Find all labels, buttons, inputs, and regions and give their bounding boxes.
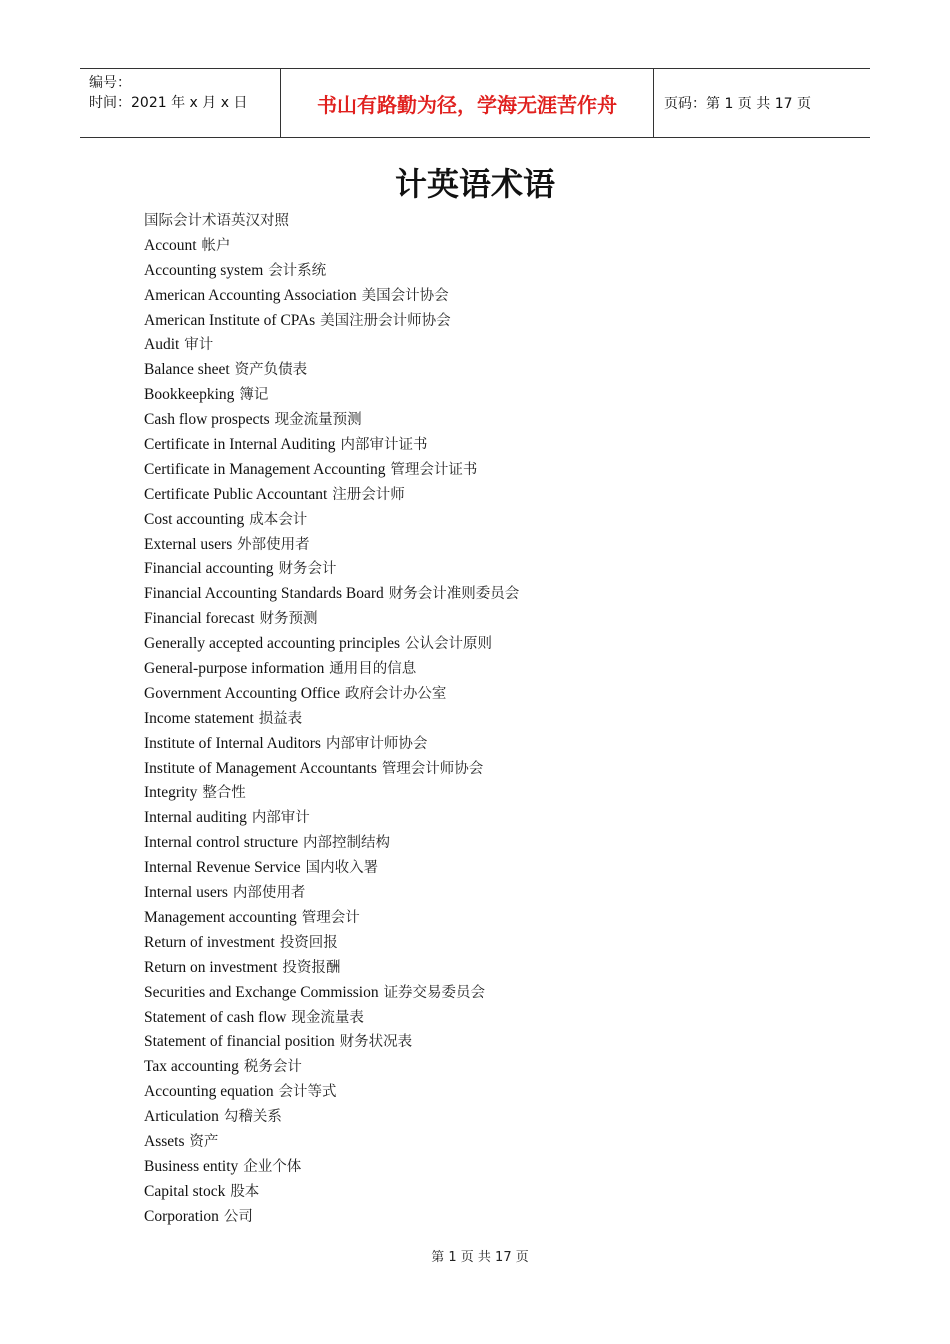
- term-english: Cash flow prospects: [144, 411, 270, 429]
- term-chinese: 内部使用者: [232, 885, 306, 902]
- document-number-label: 编号：: [89, 75, 131, 91]
- term-english: Internal auditing: [144, 809, 247, 827]
- term-chinese: 现金流量预测: [274, 412, 362, 429]
- page-header: [80, 68, 870, 138]
- glossary-item: [144, 581, 519, 606]
- glossary-item: [144, 756, 519, 781]
- glossary-item: [144, 955, 519, 980]
- glossary-item: [144, 432, 519, 457]
- term-chinese: 会计系统: [268, 262, 327, 279]
- glossary-item: [144, 233, 519, 258]
- term-chinese: 税务会计: [243, 1059, 302, 1076]
- glossary-item: [144, 507, 519, 532]
- term-chinese: 美国会计协会: [361, 287, 449, 304]
- term-english: Statement of financial position: [144, 1033, 335, 1051]
- page-footer: 第 1 页 共 17 页: [431, 1250, 529, 1265]
- term-english: Certificate in Internal Auditing: [144, 436, 336, 454]
- term-english: Management accounting: [144, 908, 297, 926]
- term-english: Return on investment: [144, 958, 278, 976]
- term-chinese: 股本: [230, 1183, 260, 1200]
- glossary-item: [144, 1005, 519, 1030]
- glossary-item: [144, 1179, 519, 1204]
- term-english: Corporation: [144, 1207, 219, 1225]
- term-chinese: 资产: [189, 1133, 219, 1150]
- term-english: Financial accounting: [144, 560, 274, 578]
- term-chinese: 审计: [184, 337, 214, 354]
- document-date-label: 时间：2021 年 x 月 x 日: [89, 95, 248, 111]
- glossary-item: [144, 606, 519, 631]
- term-chinese: 国际会计术语英汉对照: [144, 213, 289, 229]
- term-chinese: 内部审计证书: [340, 437, 428, 454]
- glossary-item: [144, 1054, 519, 1079]
- term-english: Financial forecast: [144, 610, 255, 628]
- glossary-item: [144, 1204, 519, 1229]
- term-english: Institute of Management Accountants: [144, 759, 377, 777]
- glossary-item: [144, 880, 519, 905]
- term-chinese: 管理会计证书: [390, 461, 478, 478]
- document-title: 计英语术语: [394, 165, 555, 203]
- glossary-item: [144, 482, 519, 507]
- term-chinese: 政府会计办公室: [344, 685, 447, 702]
- glossary-list: [144, 208, 519, 1229]
- glossary-item: [144, 930, 519, 955]
- term-english: Financial Accounting Standards Board: [144, 585, 384, 603]
- term-english: Internal Revenue Service: [144, 859, 301, 877]
- term-chinese: 公认会计原则: [405, 636, 492, 653]
- term-english: Accounting system: [144, 261, 264, 279]
- term-english: Articulation: [144, 1108, 219, 1126]
- term-english: Internal control structure: [144, 834, 299, 852]
- term-chinese: 注册会计师: [332, 486, 405, 503]
- term-chinese: 成本会计: [249, 511, 308, 528]
- term-english: American Accounting Association: [144, 286, 357, 304]
- glossary-item: [144, 532, 519, 557]
- glossary-item: [144, 980, 519, 1005]
- glossary-item: [144, 805, 519, 830]
- glossary-item: [144, 332, 519, 357]
- term-english: Income statement: [144, 709, 254, 727]
- glossary-item: [144, 556, 519, 581]
- glossary-item: [144, 357, 519, 382]
- term-chinese: 财务预测: [259, 611, 318, 628]
- term-english: Capital stock: [144, 1182, 226, 1200]
- term-chinese: 美国注册会计师协会: [320, 312, 451, 329]
- term-english: Statement of cash flow: [144, 1008, 287, 1026]
- term-english: American Institute of CPAs: [144, 311, 316, 329]
- header-page-info: 页码：第 1 页 共 17 页: [664, 96, 811, 112]
- glossary-item: [144, 283, 519, 308]
- glossary-item: [144, 1154, 519, 1179]
- glossary-item: [144, 407, 519, 432]
- header-meta-cell: [80, 69, 281, 137]
- term-english: General-purpose information: [144, 660, 325, 678]
- term-english: Business entity: [144, 1157, 239, 1175]
- term-english: Tax accounting: [144, 1058, 239, 1076]
- glossary-item: [144, 656, 519, 681]
- glossary-item: [144, 830, 519, 855]
- glossary-item: [144, 780, 519, 805]
- term-chinese: 投资报酬: [282, 959, 341, 976]
- term-chinese: 资产负债表: [234, 362, 308, 379]
- glossary-item: [144, 731, 519, 756]
- term-chinese: 整合性: [202, 785, 246, 802]
- term-chinese: 管理会计师协会: [381, 760, 484, 777]
- term-english: Bookkeepking: [144, 386, 235, 404]
- glossary-item: [144, 681, 519, 706]
- term-chinese: 损益表: [258, 710, 303, 727]
- glossary-item: [144, 855, 519, 880]
- term-chinese: 通用目的信息: [329, 661, 417, 678]
- term-chinese: 财务状况表: [339, 1034, 413, 1051]
- term-chinese: 会计等式: [278, 1084, 337, 1101]
- term-chinese: 勾稽关系: [223, 1109, 282, 1126]
- glossary-item: [144, 1079, 519, 1104]
- term-english: Certificate in Management Accounting: [144, 460, 386, 478]
- term-english: Institute of Internal Auditors: [144, 734, 321, 752]
- term-english: Government Accounting Office: [144, 684, 340, 702]
- term-chinese: 企业个体: [243, 1158, 302, 1175]
- term-english: Assets: [144, 1132, 185, 1150]
- term-english: Internal users: [144, 884, 228, 902]
- term-chinese: 帐户: [201, 237, 231, 254]
- glossary-item: [144, 706, 519, 731]
- term-english: Audit: [144, 336, 180, 354]
- glossary-item: [144, 631, 519, 656]
- term-chinese: 内部审计师协会: [325, 735, 428, 752]
- term-chinese: 内部控制结构: [303, 835, 391, 852]
- term-chinese: 国内收入署: [305, 860, 379, 877]
- term-chinese: 现金流量表: [291, 1009, 364, 1026]
- term-english: Balance sheet: [144, 361, 230, 379]
- term-chinese: 管理会计: [301, 909, 360, 926]
- glossary-item: [144, 1129, 519, 1154]
- header-motto: 书山有路勤为径，学海无涯苦作舟: [281, 69, 654, 137]
- term-english: Accounting equation: [144, 1083, 274, 1101]
- term-english: Securities and Exchange Commission: [144, 983, 379, 1001]
- term-chinese: 财务会计准则委员会: [388, 586, 520, 603]
- glossary-item: [144, 308, 519, 333]
- term-chinese: 簿记: [239, 387, 269, 404]
- term-english: Integrity: [144, 784, 198, 802]
- term-english: External users: [144, 535, 233, 553]
- term-english: Generally accepted accounting principles: [144, 635, 401, 653]
- term-english: Certificate Public Accountant: [144, 485, 328, 503]
- term-chinese: 财务会计: [278, 561, 337, 578]
- glossary-item: [144, 382, 519, 407]
- term-chinese: 内部审计: [251, 810, 310, 827]
- glossary-item: [144, 457, 519, 482]
- glossary-item: [144, 258, 519, 283]
- term-chinese: 投资回报: [279, 934, 338, 951]
- glossary-item: [144, 1029, 519, 1054]
- term-chinese: 公司: [223, 1208, 253, 1225]
- term-chinese: 外部使用者: [237, 536, 310, 553]
- term-chinese: 证券交易委员会: [383, 984, 486, 1001]
- term-english: Cost accounting: [144, 510, 245, 528]
- term-english: Account: [144, 236, 197, 254]
- glossary-item: [144, 208, 519, 233]
- glossary-item: [144, 1104, 519, 1129]
- glossary-item: [144, 905, 519, 930]
- term-english: Return of investment: [144, 933, 275, 951]
